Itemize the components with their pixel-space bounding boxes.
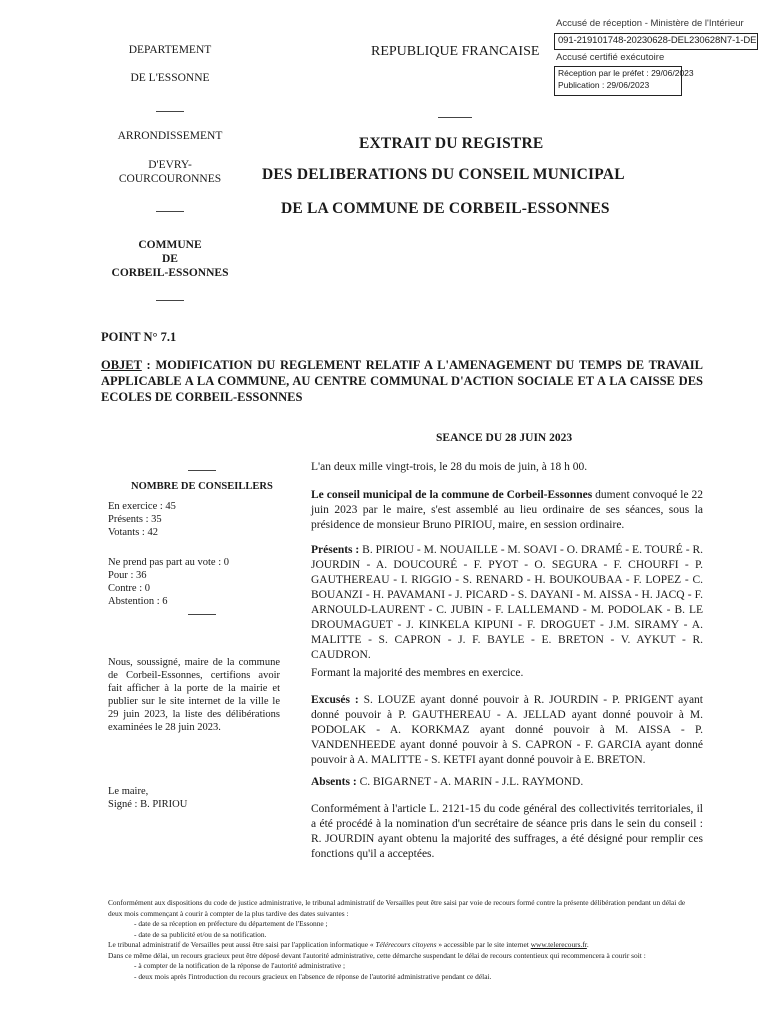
excuses-paragraph — [311, 693, 703, 768]
stamp-title: Accusé de réception - Ministère de l'Intérieur — [556, 18, 744, 29]
stamp-id: 091-219101748-20230628-DEL230628N7-1-DE — [558, 35, 757, 46]
footer-p2-end: . — [586, 940, 589, 949]
conformement-paragraph: Conformément à l'article L. 2121-15 du code général des collectivités territoriales, il a été procédé à la nomination d'un secrétaire de séance pris dans le sein du conseil : R. JOURDIN ayant obtenu la majorité des suffrages, a été désigné pour remplir ces fonctions qu'il a acceptées. — [311, 803, 703, 860]
footer-bullet-3: - à compter de la notification de la réponse de l'autorité administrative ; — [134, 961, 700, 972]
count-separator-2 — [188, 614, 216, 615]
signature-block — [108, 785, 187, 811]
signature-line-2: Signé : B. PIRIOU — [108, 799, 188, 810]
intro-paragraph: L'an deux mille vingt-trois, le 28 du mois de juin, à 18 h 00. — [311, 461, 588, 473]
objet-paragraph — [101, 357, 703, 405]
point-number: POINT N° 7.1 — [101, 330, 177, 344]
count-abstention: Abstention : 6 — [108, 596, 168, 607]
absents-text: C. BIGARNET - A. MARIN - J.L. RAYMOND. — [356, 776, 584, 788]
departement-label: DEPARTEMENT — [128, 44, 212, 56]
count-separator-1 — [188, 470, 216, 471]
footer-list-2 — [108, 961, 700, 982]
vote-counts — [108, 556, 229, 608]
count-pour: Pour : 36 — [108, 570, 147, 581]
footer-p2-start: Le tribunal administratif de Versailles peut aussi être saisi par l'application informatique « — [108, 940, 376, 949]
count-ne-prend-pas: Ne prend pas part au vote : 0 — [108, 557, 230, 568]
objet-label: OBJET — [101, 358, 142, 372]
legal-footer — [108, 898, 700, 982]
conseil-paragraph — [311, 488, 703, 533]
stamp-reception: Réception par le préfet : 29/06/2023 — [558, 68, 694, 78]
footer-bullet-4: - deux mois après l'introduction du recours gracieux en l'absence de réponse de l'autorité administrative pendant ce délai. — [134, 972, 700, 983]
stamp-dates-box — [554, 66, 694, 96]
seance-date: SEANCE DU 28 JUIN 2023 — [436, 432, 573, 444]
presents-text: B. PIRIOU - M. NOUAILLE - M. SOAVI - O. DRAMÉ - E. TOURÉ - R. JOURDIN - A. DOUCOURÉ - F. PYOT - O. SEGURA - F. CHOURFI - P. GAUTHEREAU - I. RIGGIO - S. RENARD - H. BOUKOUBAA - F. LOPEZ - C. BOUANZI - H. PAVAMANI - J. PICARD - S. DAYANI - M. AISSA - H. JACQ - F. ARNOULD-LAURENT - C. JUBIN - F. LALLEMAND - M. PODOLAK - B. LE DROUMAGUET - J. KINKELA KIPUNI - F. DROGUET - J.M. SIRAMY - A. MALITTE - S. CAPRON - J. F. BAYLE - E. BRETON - V. AYKUT - R. CAUDRON. — [311, 544, 703, 661]
conseil-rest: dument convoqué le 22 juin 2023 par le maire, s'est assemblé au lieu ordinaire de ses séances, sous la présidence de monsieur Bruno PIRIOU, maire, en session ordinaire. — [311, 489, 703, 531]
footer-bullet-1: - date de sa réception en préfecture du département de l'Essonne ; — [134, 919, 700, 930]
footer-list-1 — [108, 919, 700, 940]
excuses-text: S. LOUZE ayant donné pouvoir à R. JOURDIN - P. PRIGENT ayant donné pouvoir à P. GAUTHEREAU - A. JELLAD ayant donné pouvoir à M. PODOLAK - A. KORKMAZ ayant donné pouvoir à M. AISSA - P. VANDENHEEDE ayant donné pouvoir à S. CAPRON - F. GARCIA ayant donné pouvoir à A. MALITTE - S. KETFI ayant donné pouvoir à E. BRETON. — [311, 694, 703, 766]
commune-block — [95, 238, 245, 280]
arrondissement-label: ARRONDISSEMENT — [117, 130, 223, 142]
center-separator — [438, 117, 472, 118]
count-presents: Présents : 35 — [108, 514, 162, 525]
excuses-label: Excusés : — [311, 694, 359, 706]
count-votants: Votants : 42 — [108, 527, 158, 538]
count-en-exercice: En exercice : 45 — [108, 501, 176, 512]
signature-line-1: Le maire, — [108, 786, 149, 797]
presents-label: Présents : — [311, 544, 360, 556]
conseil-bold: Le conseil municipal de la commune de Corbeil-Essonnes — [311, 489, 593, 501]
footer-bullet-2: - date de sa publicité et/ou de sa notification. — [134, 930, 700, 941]
telerecours-link[interactable]: www.telerecours.fr — [530, 940, 587, 949]
stamp-id-box — [554, 33, 758, 50]
evry-line-2: COURCOURONNES — [118, 173, 222, 185]
footer-p2-italic: Télérecours citoyens — [375, 940, 437, 949]
majorite-paragraph: Formant la majorité des membres en exercice. — [311, 667, 524, 679]
stamp-publication: Publication : 29/06/2023 — [558, 80, 650, 90]
left-separator-1 — [156, 111, 184, 112]
deliberations-heading: DES DELIBERATIONS DU CONSEIL MUNICIPAL — [262, 166, 625, 183]
commune-heading: DE LA COMMUNE DE CORBEIL-ESSONNES — [281, 200, 610, 217]
footer-paragraph-1: Conformément aux dispositions du code de justice administrative, le tribunal administratif de Versailles peut être saisi par voie de recours formé contre la présente délibération pendant un délai de deux mois commençant à courir à compter de la plus tardive des dates suivantes : — [108, 898, 686, 918]
conseillers-counts — [108, 500, 176, 539]
absents-label: Absents : — [311, 776, 357, 788]
footer-paragraph-3: Dans ce même délai, un recours gracieux peut être déposé devant l'autorité administrative, cette démarche suspendant le délai de recours contentieux qui recommencera à courir soit : — [108, 950, 646, 960]
evry-line-1: D'EVRY- — [148, 159, 192, 171]
commune-line-3: CORBEIL-ESSONNES — [111, 267, 229, 279]
commune-line-1: COMMUNE — [138, 239, 202, 251]
objet-text: : MODIFICATION DU REGLEMENT RELATIF A L'AMENAGEMENT DU TEMPS DE TRAVAIL APPLICABLE A LA COMMUNE, AU CENTRE COMMUNAL D'ACTION SOCIALE ET A LA CAISSE DES ECOLES DE CORBEIL-ESSONNES — [101, 358, 703, 404]
footer-p2-mid: » accessible par le site internet — [436, 940, 531, 949]
commune-line-2: DE — [162, 253, 178, 265]
presents-paragraph — [311, 543, 703, 663]
extrait-heading: EXTRAIT DU REGISTRE — [359, 135, 544, 152]
left-separator-2 — [156, 211, 184, 212]
absents-paragraph — [311, 775, 703, 790]
stamp-certified: Accusé certifié exécutoire — [556, 52, 665, 63]
left-separator-3 — [156, 300, 184, 301]
footer-paragraph-2 — [108, 940, 700, 951]
evry-label — [95, 158, 245, 186]
republique-label: REPUBLIQUE FRANCAISE — [371, 44, 540, 59]
conseillers-title: NOMBRE DE CONSEILLERS — [131, 481, 273, 492]
count-contre: Contre : 0 — [108, 583, 150, 594]
certification-text: Nous, soussigné, maire de la commune de Corbeil-Essonnes, certifions avoir fait afficher à la porte de la mairie et publier sur le site internet de la ville le 29 juin 2023, la liste des délibérations examinées le 28 juin 2023. — [108, 657, 280, 733]
essonne-label: DE L'ESSONNE — [130, 72, 210, 84]
